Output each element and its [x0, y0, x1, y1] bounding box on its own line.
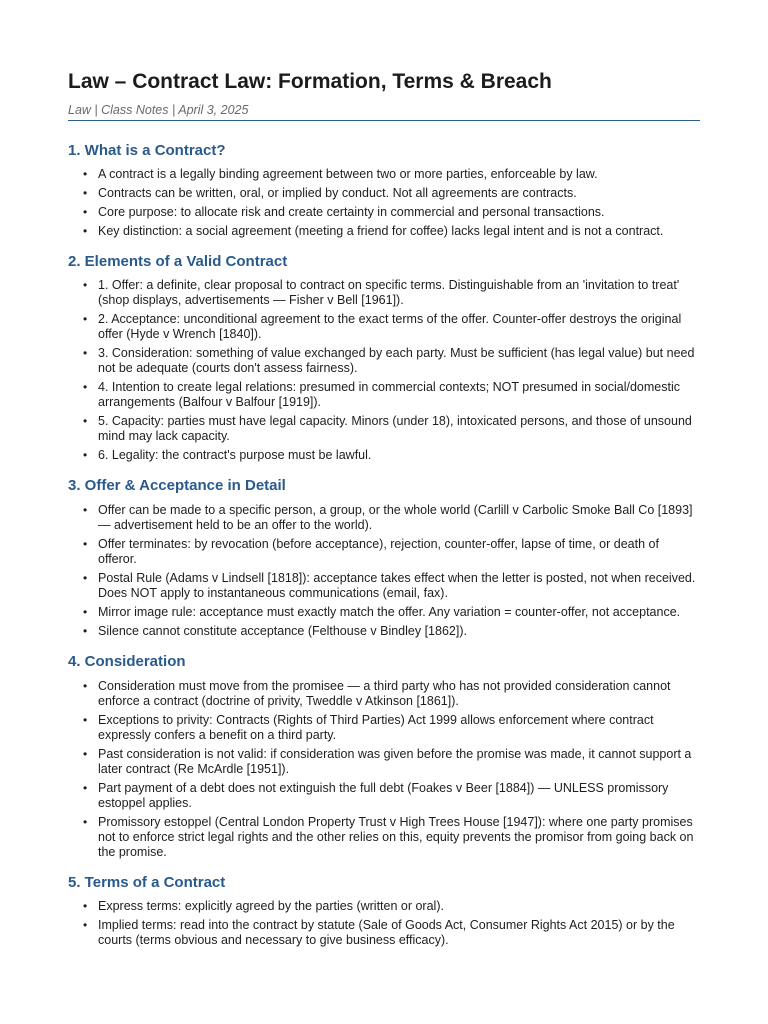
list-item-text: 1. Offer: a definite, clear proposal to contract on specific terms. Distinguishable from an 'invitation to treat' (shop displays, advertisements — Fisher v Bell [1961]).: [98, 278, 680, 307]
list-item: [68, 503, 700, 533]
list-item-text: Express terms: explicitly agreed by the parties (written or oral).: [98, 899, 444, 913]
list-item: [68, 167, 700, 182]
section-2: [68, 252, 700, 463]
list-item: [68, 448, 700, 463]
bullet-icon: •: [83, 380, 88, 394]
bullet-icon: •: [83, 278, 88, 292]
list-item-text: Part payment of a debt does not extinguish the full debt (Foakes v Beer [1884]) — UNLESS promissory estoppel applies.: [98, 781, 669, 810]
section-heading: 3. Offer & Acceptance in Detail: [68, 477, 286, 494]
list-item: [68, 224, 700, 239]
list-item-text: Implied terms: read into the contract by statute (Sale of Goods Act, Consumer Rights Act 2015) or by the courts (terms obvious and necessary to give business efficacy).: [98, 918, 675, 947]
list-item-text: Key distinction: a social agreement (meeting a friend for coffee) lacks legal intent and is not a contract.: [98, 224, 664, 238]
section-heading: 2. Elements of a Valid Contract: [68, 253, 288, 270]
list-item-text: 5. Capacity: parties must have legal capacity. Minors (under 18), intoxicated persons, and those of unsound mind may lack capacity.: [98, 414, 692, 443]
bullet-list: [68, 679, 700, 860]
list-item-text: Offer can be made to a specific person, a group, or the whole world (Carlill v Carbolic Smoke Ball Co [1893] — advertisement held to be an offer to the world).: [98, 503, 693, 532]
list-item: [68, 605, 700, 620]
section-4: [68, 652, 700, 860]
bullet-icon: •: [83, 918, 88, 932]
list-item-text: 6. Legality: the contract's purpose must be lawful.: [98, 448, 372, 462]
list-item-text: Silence cannot constitute acceptance (Felthouse v Bindley [1862]).: [98, 624, 467, 638]
bullet-icon: •: [83, 605, 88, 619]
list-item-text: Exceptions to privity: Contracts (Rights of Third Parties) Act 1999 allows enforcement where contract expressly confers a benefit on a third party.: [98, 713, 654, 742]
page-title: Law – Contract Law: Formation, Terms & Breach: [68, 70, 552, 93]
bullet-icon: •: [83, 414, 88, 428]
list-item: [68, 747, 700, 777]
list-item-text: Contracts can be written, oral, or implied by conduct. Not all agreements are contracts.: [98, 186, 577, 200]
bullet-icon: •: [83, 167, 88, 181]
bullet-list: [68, 278, 700, 463]
bullet-icon: •: [83, 713, 88, 727]
bullet-icon: •: [83, 537, 88, 551]
bullet-list: [68, 167, 700, 239]
bullet-icon: •: [83, 571, 88, 585]
list-item: [68, 571, 700, 601]
document-body: [68, 141, 700, 948]
list-item: [68, 205, 700, 220]
list-item-text: Mirror image rule: acceptance must exactly match the offer. Any variation = counter-offer, not acceptance.: [98, 605, 681, 619]
bullet-list: [68, 899, 700, 948]
section-heading: 4. Consideration: [68, 653, 186, 670]
list-item: [68, 380, 700, 410]
bullet-icon: •: [83, 899, 88, 913]
section-heading: 1. What is a Contract?: [68, 142, 226, 159]
list-item: [68, 346, 700, 376]
section-heading: 5. Terms of a Contract: [68, 874, 226, 891]
list-item: [68, 186, 700, 201]
list-item: [68, 918, 700, 948]
bullet-icon: •: [83, 781, 88, 795]
list-item-text: Past consideration is not valid: if consideration was given before the promise was made, it cannot support a later contract (Re McArdle [1951]).: [98, 747, 692, 776]
bullet-icon: •: [83, 312, 88, 326]
list-item-text: 4. Intention to create legal relations: presumed in commercial contexts; NOT presumed in social/domestic arrangements (Balfour v Balfour [1919]).: [98, 380, 680, 409]
bullet-icon: •: [83, 815, 88, 829]
bullet-icon: •: [83, 747, 88, 761]
list-item: [68, 899, 700, 914]
list-item: [68, 781, 700, 811]
list-item-text: Promissory estoppel (Central London Property Trust v High Trees House [1947]): where one party promises not to enforce strict legal rights and the other relies on this, equity prevents the promisor from going back on the promise.: [98, 815, 694, 859]
list-item-text: Core purpose: to allocate risk and create certainty in commercial and personal transactions.: [98, 205, 605, 219]
list-item-text: 2. Acceptance: unconditional agreement to the exact terms of the offer. Counter-offer destroys the original offer (Hyde v Wrench [1840]).: [98, 312, 682, 341]
bullet-icon: •: [83, 624, 88, 638]
list-item: [68, 537, 700, 567]
bullet-icon: •: [83, 346, 88, 360]
list-item-text: A contract is a legally binding agreement between two or more parties, enforceable by law.: [98, 167, 598, 181]
bullet-icon: •: [83, 205, 88, 219]
list-item: [68, 278, 700, 308]
list-item: [68, 679, 700, 709]
list-item: [68, 713, 700, 743]
bullet-icon: •: [83, 679, 88, 693]
bullet-icon: •: [83, 224, 88, 238]
bullet-icon: •: [83, 503, 88, 517]
list-item: [68, 414, 700, 444]
bullet-icon: •: [83, 448, 88, 462]
list-item-text: 3. Consideration: something of value exchanged by each party. Must be sufficient (has legal value) but need not be adequate (courts don't assess fairness).: [98, 346, 695, 375]
section-1: [68, 141, 700, 239]
list-item: [68, 815, 700, 860]
section-3: [68, 476, 700, 639]
list-item-text: Consideration must move from the promisee — a third party who has not provided consideration cannot enforce a contract (doctrine of privity, Tweddle v Atkinson [1861]).: [98, 679, 671, 708]
list-item-text: Postal Rule (Adams v Lindsell [1818]): acceptance takes effect when the letter is posted, not when received. Does NOT apply to instantaneous communications (email, fax).: [98, 571, 696, 600]
document-meta: Law | Class Notes | April 3, 2025: [68, 102, 700, 121]
bullet-icon: •: [83, 186, 88, 200]
list-item-text: Offer terminates: by revocation (before acceptance), rejection, counter-offer, lapse of time, or death of offeror.: [98, 537, 659, 566]
list-item: [68, 312, 700, 342]
list-item: [68, 624, 700, 639]
bullet-list: [68, 503, 700, 639]
section-5: [68, 873, 700, 948]
